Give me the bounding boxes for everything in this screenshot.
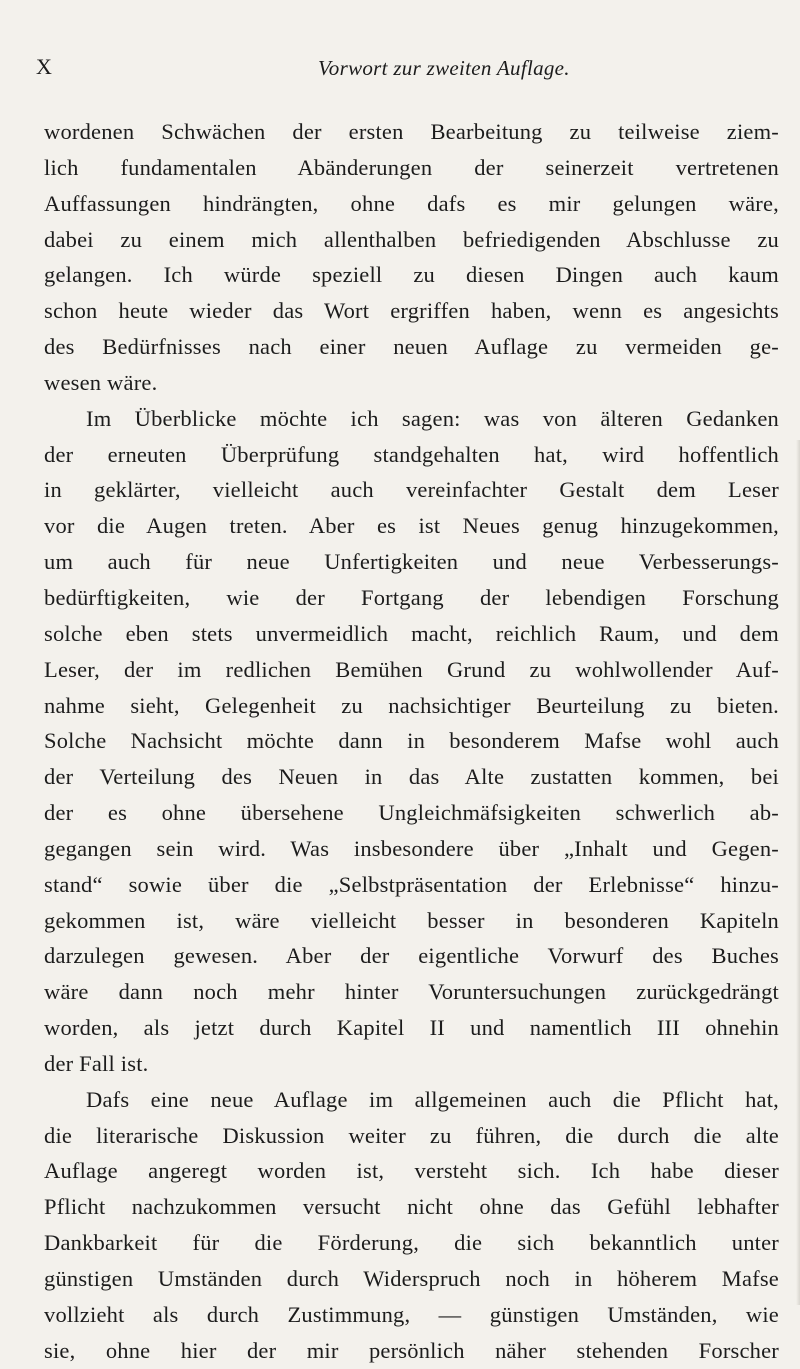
text-line: günstigen Umständen durch Widerspruch noch in höherem Mafse	[44, 1266, 779, 1291]
text-line: Auflage angeregt worden ist, versteht sich. Ich habe dieser	[44, 1158, 779, 1184]
paragraph-start-line: Dafs eine neue Auflage im allgemeinen auch die Pflicht hat,	[86, 1086, 779, 1112]
text-line: wordenen Schwächen der ersten Bearbeitung zu teilweise ziem-	[44, 119, 779, 144]
text-line: schon heute wieder das Wort ergriffen haben, wenn es angesichts	[44, 298, 779, 324]
running-title: Vorwort zur zweiten Auflage.	[318, 56, 570, 80]
text-line: vor die Augen treten. Aber es ist Neues genug hinzugekommen,	[44, 513, 779, 539]
text-line: worden, als jetzt durch Kapitel II und namentlich III ohnehin	[44, 1015, 779, 1041]
text-line: lich fundamentalen Abänderungen der seinerzeit vertretenen	[44, 154, 779, 180]
page-edge-shadow	[796, 440, 800, 1305]
text-line: der Fall ist.	[44, 1050, 149, 1076]
text-line: nahme sieht, Gelegenheit zu nachsichtiger Beurteilung zu bieten.	[44, 692, 779, 718]
text-line: gegangen sein wird. Was insbesondere über „Inhalt und Gegen-	[44, 835, 779, 861]
text-line: bedürftigkeiten, wie der Fortgang der lebendigen Forschung	[44, 584, 779, 610]
page-header	[36, 54, 764, 86]
text-line: der es ohne übersehene Ungleichmäfsigkeiten schwerlich ab-	[44, 800, 779, 826]
paragraph-start-line: Im Überblicke möchte ich sagen: was von älteren Gedanken	[86, 405, 779, 431]
text-line: gelangen. Ich würde speziell zu diesen Dingen auch kaum	[44, 262, 779, 288]
page-number: X	[36, 54, 53, 79]
text-line: wäre dann noch mehr hinter Voruntersuchungen zurückgedrängt	[44, 979, 779, 1005]
text-line: um auch für neue Unfertigkeiten und neue Verbesserungs-	[44, 549, 779, 575]
text-line: Auffassungen hindrängten, ohne dafs es mir gelungen wäre,	[44, 190, 779, 216]
text-line: darzulegen gewesen. Aber der eigentliche Vorwurf des Buches	[44, 943, 779, 969]
text-line: des Bedürfnisses nach einer neuen Auflage zu vermeiden ge-	[44, 334, 779, 360]
text-line: Solche Nachsicht möchte dann in besonderem Mafse wohl auch	[44, 728, 779, 754]
text-line: stand“ sowie über die „Selbstpräsentation der Erlebnisse“ hinzu-	[44, 871, 779, 897]
text-line: die literarische Diskussion weiter zu führen, die durch die alte	[44, 1122, 779, 1148]
text-line: Dankbarkeit für die Förderung, die sich bekanntlich unter	[44, 1230, 779, 1256]
text-line: wesen wäre.	[44, 369, 158, 395]
text-line: der erneuten Überprüfung standgehalten hat, wird hoffentlich	[44, 441, 779, 467]
text-line: solche eben stets unvermeidlich macht, reichlich Raum, und dem	[44, 620, 779, 646]
text-line: der Verteilung des Neuen in das Alte zustatten kommen, bei	[44, 764, 779, 790]
body-text	[44, 114, 779, 1369]
text-line: Pflicht nachzukommen versucht nicht ohne das Gefühl lebhafter	[44, 1194, 779, 1220]
text-line: gekommen ist, wäre vielleicht besser in besonderen Kapiteln	[44, 907, 779, 933]
text-line: Leser, der im redlichen Bemühen Grund zu wohlwollender Auf-	[44, 656, 779, 682]
text-line: in geklärter, vielleicht auch vereinfachter Gestalt dem Leser	[44, 477, 779, 503]
text-line: dabei zu einem mich allenthalben befriedigenden Abschlusse zu	[44, 226, 779, 252]
text-line: vollzieht als durch Zustimmung, — günstigen Umständen, wie	[44, 1301, 779, 1327]
text-line: sie, ohne hier der mir persönlich näher stehenden Forscher	[44, 1337, 779, 1363]
